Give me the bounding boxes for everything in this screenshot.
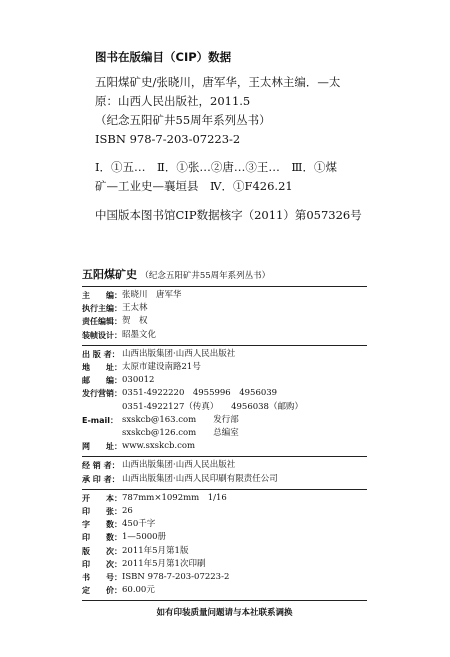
colophon-row bbox=[82, 505, 367, 518]
specs-group bbox=[82, 490, 367, 601]
row-value: 1—5000册 bbox=[122, 532, 167, 543]
row-value: 张晓川 唐军华 bbox=[122, 290, 182, 300]
row-key bbox=[82, 427, 122, 440]
cip-block bbox=[95, 48, 365, 225]
row-key: 装帧设计： bbox=[82, 330, 122, 340]
cip-classification: 矿—工业史—襄垣县 Ⅳ．①F426.21 bbox=[95, 179, 293, 193]
row-value: ISBN 978-7-203-07223-2 bbox=[122, 572, 230, 583]
distribution-group bbox=[82, 457, 367, 488]
colophon-row bbox=[82, 302, 367, 315]
row-key: 印 数： bbox=[82, 533, 122, 543]
colophon-row bbox=[82, 459, 367, 472]
book-title: 五阳煤矿史 bbox=[82, 268, 137, 281]
cip-line: 原：山西人民出版社，2011.5 bbox=[95, 94, 251, 108]
row-value: 60.00元 bbox=[122, 585, 155, 596]
row-key: 执行主编： bbox=[82, 304, 122, 314]
row-value: www.sxskcb.com bbox=[122, 441, 196, 452]
cip-classification: Ⅰ．①五… Ⅱ．①张…②唐…③王… Ⅲ．①煤 bbox=[95, 160, 337, 174]
row-key: 版 次： bbox=[82, 546, 122, 556]
row-key: 地 址： bbox=[82, 363, 122, 373]
row-key: 出 版 者： bbox=[82, 349, 120, 359]
row-key: 书 号： bbox=[82, 573, 122, 583]
colophon-row bbox=[82, 361, 367, 374]
row-key: E-mail： bbox=[82, 415, 119, 425]
cip-line: （纪念五阳矿井55周年系列丛书） bbox=[95, 113, 271, 127]
colophon-row bbox=[82, 374, 367, 387]
row-value: 贺 权 bbox=[122, 316, 148, 327]
row-key bbox=[82, 401, 122, 414]
row-key: 主 编： bbox=[82, 291, 122, 300]
colophon-row bbox=[82, 427, 367, 440]
row-value: 450千字 bbox=[122, 519, 156, 530]
editors-group bbox=[82, 287, 367, 345]
colophon-row bbox=[82, 329, 367, 342]
colophon-row bbox=[82, 531, 367, 544]
row-key: 责任编辑： bbox=[82, 317, 122, 327]
row-key: 网 址： bbox=[82, 442, 122, 452]
divider bbox=[82, 600, 367, 601]
colophon-row bbox=[82, 289, 367, 302]
colophon-row bbox=[82, 571, 367, 584]
quality-notice: 如有印装质量问题请与本社联系调换 bbox=[156, 608, 293, 618]
book-series: （纪念五阳矿井55周年系列丛书） bbox=[140, 271, 271, 281]
colophon-row bbox=[82, 545, 367, 558]
colophon-row bbox=[82, 492, 367, 505]
colophon-row bbox=[82, 414, 367, 427]
colophon-row bbox=[82, 387, 367, 400]
colophon-row bbox=[82, 518, 367, 531]
colophon-row bbox=[82, 558, 367, 571]
cip-line: 五阳煤矿史/张晓川，唐军华，王太林主编．—太 bbox=[95, 75, 341, 89]
row-key: 发行营销： bbox=[82, 389, 122, 399]
row-value: 26 bbox=[122, 506, 133, 517]
row-value: sxskcb@126.com 总编室 bbox=[122, 428, 239, 439]
row-value: 昭墨文化 bbox=[122, 329, 157, 340]
row-key: 印 张： bbox=[82, 507, 122, 517]
cip-title: 图书在版编目（CIP）数据 bbox=[95, 50, 232, 64]
row-value: 2011年5月第1次印刷 bbox=[122, 558, 206, 569]
row-key: 定 价： bbox=[82, 586, 122, 596]
colophon-row bbox=[82, 584, 367, 597]
row-key: 邮 编： bbox=[82, 376, 122, 386]
book-title-row bbox=[82, 266, 367, 282]
row-value: 山西出版集团·山西人民出版社 bbox=[122, 460, 236, 471]
row-key: 字 数： bbox=[82, 520, 122, 530]
row-key: 印 次： bbox=[82, 559, 122, 569]
row-key: 经 销 者： bbox=[82, 461, 120, 471]
row-value: 0351-4922220 4955996 4956039 bbox=[122, 388, 278, 399]
colophon bbox=[82, 266, 367, 601]
colophon-row bbox=[82, 315, 367, 328]
row-value: 787mm×1092mm 1/16 bbox=[122, 492, 227, 503]
cip-check-number: 中国版本图书馆CIP数据核字（2011）第057326号 bbox=[95, 208, 362, 222]
row-value: 030012 bbox=[122, 375, 155, 386]
row-value: sxskcb@163.com 发行部 bbox=[122, 414, 239, 425]
colophon-row bbox=[82, 401, 367, 414]
row-value: 太原市建设南路21号 bbox=[122, 362, 201, 373]
row-value: 2011年5月第1版 bbox=[122, 545, 189, 556]
row-key: 承 印 者： bbox=[82, 474, 120, 484]
row-value: 王太林 bbox=[122, 303, 148, 314]
colophon-row bbox=[82, 440, 367, 453]
row-value: 山西出版集团·山西人民印刷有限责任公司 bbox=[122, 473, 278, 484]
row-key: 开 本： bbox=[82, 493, 122, 503]
colophon-row bbox=[82, 473, 367, 486]
publisher-group bbox=[82, 346, 367, 457]
row-value: 山西出版集团·山西人民出版社 bbox=[122, 348, 236, 359]
colophon-row bbox=[82, 348, 367, 361]
row-value: 0351-4922127（传真） 4956038（邮购） bbox=[122, 401, 303, 412]
cip-isbn: ISBN 978-7-203-07223-2 bbox=[95, 132, 241, 146]
